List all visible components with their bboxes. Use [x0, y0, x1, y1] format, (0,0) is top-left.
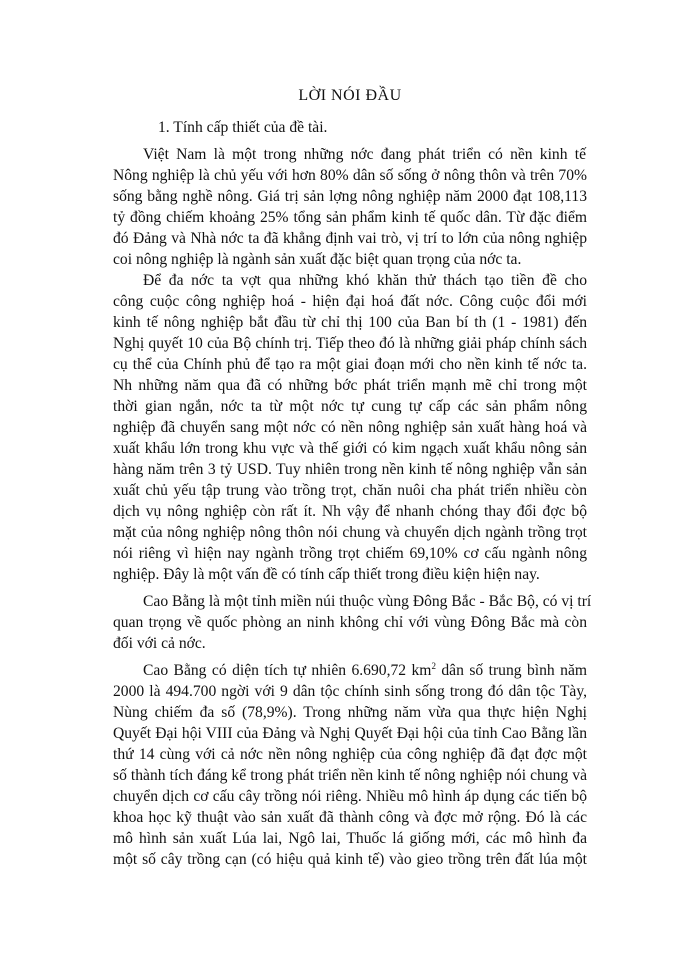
- text-line-content: mặt của nông nghiệp nông thôn nói chung và chuyển dịch ngành trồng trọt: [113, 524, 587, 541]
- text-line: [113, 544, 587, 564]
- text-line-content: xuất khẩu lớn trong khu vực và thế giới có kim ngạch xuất khẩu nông sản: [113, 440, 587, 457]
- document-title: LỜI NÓI ĐẦU: [298, 87, 402, 104]
- text-line-content: kinh tế nông nghiệp bắt đầu từ chỉ thị 100 của Ban bí th (1 - 1981) đến: [113, 314, 587, 331]
- text-line: [113, 460, 587, 480]
- text-line: [113, 187, 587, 207]
- text-line-content: nghiệp đã chuyển sang một nớc có nền nông nghiệp sản xuất hàng hoá và: [113, 419, 587, 436]
- text-line: [113, 565, 540, 585]
- text-line-content: xuất chủ yếu tập trung vào trồng trọt, chăn nuôi cha phát triển nhiều còn: [113, 482, 587, 499]
- text-line-content: một số cây trồng cạn (có hiệu quả kinh tế) vào gieo trồng trên đất lúa một: [113, 851, 587, 868]
- text-line: [113, 166, 587, 186]
- text-line-content: khoa học kỹ thuật vào sản xuất đã thành công và đợc mở rộng. Đó là các: [113, 809, 587, 826]
- text-line: [113, 682, 587, 702]
- text-line: [113, 745, 587, 765]
- text-line-content: Việt Nam là một trong những nớc đang phát triển có nền kinh tế: [143, 146, 586, 163]
- text-line-content: quan trọng về quốc phòng an ninh không chỉ với vùng Đông Bắc mà còn: [113, 614, 587, 631]
- text-line-content: Nghị quyết 10 của Bộ chính trị. Tiếp theo đó là những giải pháp chính sách: [113, 335, 587, 352]
- text-line-content: tỷ đồng chiếm khoảng 25% tổng sản phẩm kinh tế quốc dân. Từ đặc điểm: [113, 209, 587, 226]
- text-line: [113, 313, 587, 333]
- text-line: [143, 592, 592, 612]
- text-line-content: công cuộc công nghiệp hoá - hiện đại hoá đất nớc. Công cuộc đổi mới: [113, 293, 587, 310]
- text-line: [113, 808, 587, 828]
- text-line: [113, 418, 587, 438]
- text-line-content: hàng năm trên 3 tỷ USD. Tuy nhiên trong nền kinh tế nông nghiệp vẫn sản: [113, 461, 587, 478]
- text-line: [113, 229, 587, 249]
- text-line-content: 2000 là 494.700 ngời với 9 dân tộc chính sinh sống trong đó dân tộc Tày,: [113, 683, 587, 700]
- text-line-content: thời gian ngắn, nớc ta từ một nớc tự cung tự cấp các sản phẩm nông: [113, 398, 587, 415]
- text-line: [113, 703, 587, 723]
- text-line: [113, 481, 587, 501]
- text-line: [113, 523, 587, 543]
- text-line-tail: dân số trung bình năm: [435, 662, 588, 679]
- text-line: [113, 208, 587, 228]
- text-line-content: số thành tích đáng kể trong phát triển nền kinh tế nông nghiệp nói chung và: [113, 767, 587, 784]
- text-line: [113, 613, 587, 633]
- text-line-content: nghiệp. Đây là một vấn đề có tính cấp thiết trong điều kiện hiện nay.: [113, 566, 540, 583]
- text-line-content: sống bằng nghề nông. Giá trị sản lợng nông nghiệp năm 2000 đạt 108,113: [113, 188, 587, 205]
- text-line-content: Để đa nớc ta vợt qua những khó khăn thử thách tạo tiền đề cho: [143, 272, 587, 289]
- text-line-content: dịch vụ nông nghiệp còn rất ít. Nh vậy để nhanh chóng thay đổi đợc bộ: [113, 503, 587, 520]
- text-line-content: mô hình sản xuất Lúa lai, Ngô lai, Thuốc lá giống mới, các mô hình đa: [113, 830, 587, 847]
- text-line-content: Cao Bằng là một tỉnh miền núi thuộc vùng Đông Bắc - Bắc Bộ, có vị trí: [143, 593, 592, 610]
- text-line-content: coi nông nghiệp là ngành sản xuất đặc biệt quan trọng của nớc ta.: [113, 251, 522, 268]
- text-line-content: Quyết Đại hội VIII của Đảng và Nghị Quyết Đại hội của tỉnh Cao Bằng lần: [113, 725, 587, 742]
- text-line-content: đối với cả nớc.: [113, 635, 206, 652]
- text-line: [143, 271, 587, 291]
- text-line-content: chuyển dịch cơ cấu cây trồng nói riêng. Nhiều mô hình áp dụng các tiến bộ: [113, 788, 587, 805]
- text-line: [113, 355, 587, 375]
- text-line: [113, 439, 587, 459]
- text-line: [113, 334, 587, 354]
- text-line: [143, 145, 586, 165]
- text-line-content: Cao Bằng có diện tích tự nhiên 6.690,72 km: [143, 662, 432, 679]
- text-line-content: đó Đảng và Nhà nớc ta đã khẳng định vai trò, vị trí to lớn của nông nghiệp: [113, 230, 587, 247]
- text-line-content: 1. Tính cấp thiết của đề tài.: [158, 119, 328, 136]
- text-line-content: thứ 14 cùng với cả nớc nền nông nghiệp của công nghiệp đã đạt đợc một: [113, 746, 587, 763]
- superscript: 2: [431, 660, 436, 671]
- text-line-content: cụ thể của Chính phủ để tạo ra một giai đoạn mới cho nền kinh tế nớc ta.: [113, 356, 587, 373]
- text-line: [113, 850, 587, 870]
- text-line: [113, 397, 587, 417]
- text-line: [113, 724, 587, 744]
- text-line-content: Nh những năm qua đã có những bớc phát triển mạnh mẽ chỉ trong một: [113, 377, 587, 394]
- text-line: [113, 502, 587, 522]
- text-line-content: Nông nghiệp là chủ yếu với hơn 80% dân số sống ở nông thôn và trên 70%: [113, 167, 587, 184]
- text-line: [113, 829, 587, 849]
- text-line-content: nói riêng vì hiện nay ngành trồng trọt chiếm 69,10% cơ cấu ngành nông: [113, 545, 587, 562]
- text-line-content: Nùng chiếm đa số (78,9%). Trong những năm vừa qua thực hiện Nghị: [113, 704, 587, 721]
- text-line: [113, 292, 587, 312]
- text-line: [113, 787, 587, 807]
- text-line: [113, 634, 206, 654]
- text-line: [158, 118, 338, 138]
- text-line: [113, 766, 587, 786]
- text-line: [113, 376, 587, 396]
- text-line: [143, 661, 587, 681]
- text-line: [113, 250, 522, 270]
